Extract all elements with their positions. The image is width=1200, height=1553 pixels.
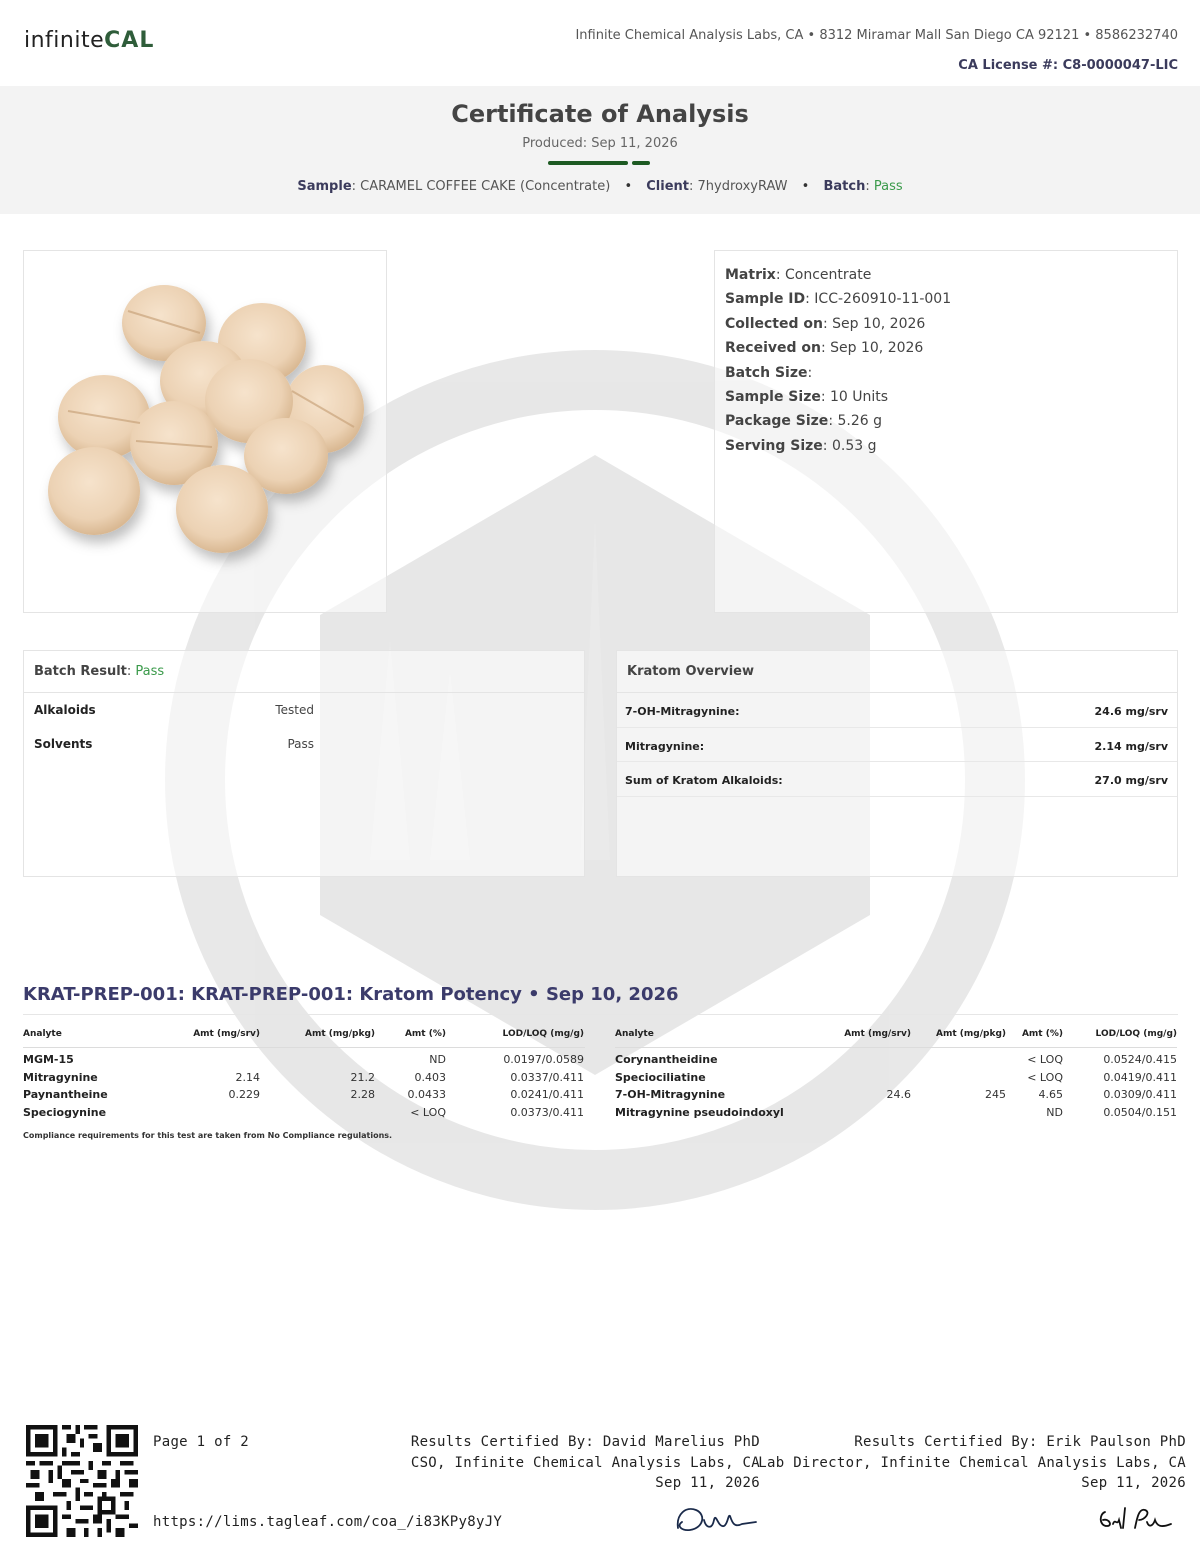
produced-date: Produced: Sep 11, 2026 [522,136,678,151]
table-header: Analyte Amt (mg/srv) Amt (mg/pkg) Amt (%) LOD/LOQ (mg/g) [615,1024,1177,1048]
footer [0,1420,1200,1553]
table-row: Paynantheine 0.229 2.28 0.0433 0.0241/0.411 [23,1088,584,1101]
title-underline [548,161,652,165]
batch-result-status: Pass [135,664,165,679]
potency-section-title: KRAT-PREP-001: KRAT-PREP-001: Kratom Potency • Sep 10, 2026 [23,984,679,1005]
kratom-overview-panel [616,650,1178,877]
product-photo [24,251,388,614]
sample-value: : CARAMEL COFFEE CAKE (Concentrate) [351,179,611,194]
batch-status: Pass [873,179,903,194]
batch-sep: : [865,179,874,194]
potency-table-right [615,1024,1177,1118]
qr-code[interactable] [26,1425,138,1537]
detail-package-size: Package Size: 5.26 g [725,413,882,430]
client-key: Client [646,179,689,194]
batch-result-header: Batch Result: Pass [24,651,584,693]
batch-key: Batch [823,179,866,194]
kratom-row: 7-OH-Mitragynine: 24.6 mg/srv [617,693,1177,728]
table-row: Speciogynine < LOQ 0.0373/0.411 [23,1105,584,1119]
product-photo-panel [23,250,387,613]
detail-received-on: Received on: Sep 10, 2026 [725,340,924,357]
divider [23,1014,1178,1015]
detail-serving-size: Serving Size: 0.53 g [725,437,877,454]
sample-summary [0,179,1200,194]
certificate-banner [0,86,1200,214]
page-title: Certificate of Analysis [451,100,749,128]
kratom-row: Mitragynine: 2.14 mg/srv [617,728,1177,763]
lab-address: Infinite Chemical Analysis Labs, CA • 8312 Miramar Mall San Diego CA 92121 • 8586232740 [575,28,1178,43]
lab-logo: infiniteCAL [24,28,155,53]
header [0,0,1200,86]
separator-dot: • [624,179,633,194]
table-row: 7-OH-Mitragynine 24.6 245 4.65 0.0309/0.411 [615,1088,1177,1101]
table-header: Analyte Amt (mg/srv) Amt (mg/pkg) Amt (%) LOD/LOQ (mg/g) [23,1024,585,1048]
table-row: Mitragynine 2.14 21.2 0.403 0.0337/0.411 [23,1070,584,1084]
client-value: : 7hydroxyRAW [689,179,788,194]
signature-2 [1095,1504,1175,1534]
detail-collected-on: Collected on: Sep 10, 2026 [725,315,926,332]
certifier-2: Results Certified By: Erik Paulson PhD Lab Director, Infinite Chemical Analysis Labs, CA Sep 11, 2026 [758,1434,1186,1491]
table-row: Corynantheidine < LOQ 0.0524/0.415 [615,1053,1177,1066]
license-number: CA License #: C8-0000047-LIC [958,58,1178,73]
detail-matrix: Matrix: Concentrate [725,267,872,283]
detail-sample-size: Sample Size: 10 Units [725,389,889,406]
sample-details-panel [714,250,1178,613]
kratom-row: Sum of Kratom Alkaloids: 27.0 mg/srv [617,762,1177,797]
detail-batch-size: Batch Size: [725,364,813,381]
table-row: Speciociliatine < LOQ 0.0419/0.411 [615,1070,1177,1084]
table-row: MGM-15 ND 0.0197/0.0589 [23,1053,584,1066]
compliance-note: Compliance requirements for this test are taken from No Compliance regulations. [23,1131,393,1140]
potency-table-left [23,1024,585,1118]
batch-row-alkaloids: Alkaloids Tested [34,703,314,717]
page-number: Page 1 of 2 [153,1434,250,1450]
table-row: Mitragynine pseudoindoxyl ND 0.0504/0.151 [615,1105,1177,1119]
signature-1 [672,1500,762,1534]
sample-key: Sample [297,179,352,194]
coa-url-link[interactable]: https://lims.tagleaf.com/coa_/i83KPy8yJY [153,1514,503,1530]
detail-sample-id: Sample ID: ICC-260910-11-001 [725,291,952,308]
separator-dot: • [801,179,810,194]
certifier-1: Results Certified By: David Marelius PhD CSO, Infinite Chemical Analysis Labs, CA Sep 11, 2026 [410,1434,760,1491]
batch-row-solvents: Solvents Pass [34,737,314,751]
batch-result-panel [23,650,585,877]
kratom-overview-title: Kratom Overview [617,651,1177,693]
